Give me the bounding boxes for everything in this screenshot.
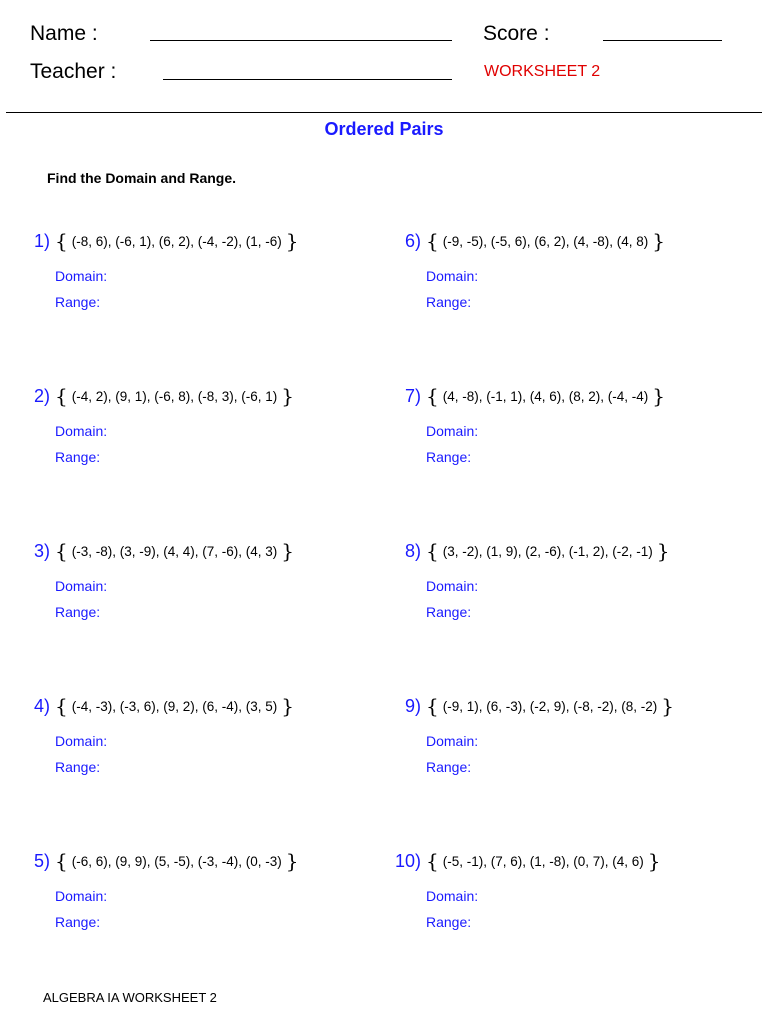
range-label: Range:	[426, 449, 472, 465]
close-brace: }	[281, 694, 295, 718]
problem-item	[381, 230, 721, 340]
problem-number: 3)	[33, 541, 50, 561]
pairs-text: (-5, -1), (7, 6), (1, -8), (0, 7), (4, 6)	[442, 854, 644, 869]
pairs-text: (3, -2), (1, 9), (2, -6), (-1, 2), (-2, -1)	[442, 544, 653, 559]
problem-number: 8)	[404, 541, 421, 561]
header-divider	[6, 112, 762, 113]
pairs-text: (-6, 6), (9, 9), (5, -5), (-3, -4), (0, -3)	[71, 854, 282, 869]
pairs-text: (-4, -3), (-3, 6), (9, 2), (6, -4), (3, 5)	[71, 699, 278, 714]
range-label: Range:	[426, 294, 472, 310]
domain-label: Domain:	[55, 268, 108, 284]
ordered-pair-set	[426, 540, 670, 563]
teacher-label: Teacher :	[30, 60, 117, 83]
problem-number: 5)	[33, 851, 50, 871]
open-brace: {	[55, 539, 68, 563]
teacher-blank-line[interactable]	[163, 79, 452, 80]
problem-item	[381, 540, 721, 650]
open-brace: {	[426, 849, 439, 873]
range-label: Range:	[426, 604, 472, 620]
open-brace: {	[426, 694, 439, 718]
pairs-text: (-9, 1), (6, -3), (-2, 9), (-8, -2), (8, -2)	[442, 699, 658, 714]
domain-label: Domain:	[426, 733, 479, 749]
domain-label: Domain:	[426, 578, 479, 594]
range-label: Range:	[55, 449, 101, 465]
problem-number: 4)	[33, 696, 50, 716]
name-blank-line[interactable]	[150, 40, 452, 41]
problem-item	[381, 385, 721, 495]
range-label: Range:	[426, 914, 472, 930]
close-brace: }	[656, 539, 670, 563]
open-brace: {	[55, 384, 68, 408]
score-label: Score :	[483, 22, 550, 45]
problem-number: 2)	[33, 386, 50, 406]
pairs-text: (-4, 2), (9, 1), (-6, 8), (-8, 3), (-6, 1)	[71, 389, 278, 404]
range-label: Range:	[55, 294, 101, 310]
open-brace: {	[426, 229, 439, 253]
range-label: Range:	[55, 914, 101, 930]
close-brace: }	[281, 539, 295, 563]
close-brace: }	[661, 694, 674, 718]
page-title: Ordered Pairs	[324, 119, 444, 139]
problem-number: 9)	[404, 696, 421, 716]
close-brace: }	[647, 849, 661, 873]
problem-number: 10)	[394, 851, 421, 871]
close-brace: }	[281, 384, 295, 408]
footer-text: ALGEBRA IA WORKSHEET 2	[43, 990, 217, 1005]
ordered-pair-set	[55, 850, 299, 873]
ordered-pair-set	[55, 695, 294, 718]
problem-item	[381, 695, 721, 805]
domain-label: Domain:	[426, 888, 479, 904]
close-brace: }	[285, 849, 299, 873]
problem-item	[381, 850, 721, 960]
problem-item	[10, 230, 350, 340]
ordered-pair-set	[426, 695, 674, 718]
domain-label: Domain:	[55, 578, 108, 594]
ordered-pair-set	[426, 230, 665, 253]
worksheet-tag: WORKSHEET 2	[484, 63, 601, 80]
problem-item	[10, 540, 350, 650]
range-label: Range:	[426, 759, 472, 775]
pairs-text: (4, -8), (-1, 1), (4, 6), (8, 2), (-4, -4)	[442, 389, 649, 404]
open-brace: {	[55, 849, 68, 873]
open-brace: {	[426, 539, 439, 563]
pairs-text: (-3, -8), (3, -9), (4, 4), (7, -6), (4, 3)	[71, 544, 278, 559]
domain-label: Domain:	[55, 423, 108, 439]
pairs-text: (-9, -5), (-5, 6), (6, 2), (4, -8), (4, 8)	[442, 234, 649, 249]
ordered-pair-set	[426, 850, 661, 873]
close-brace: }	[285, 229, 299, 253]
name-label: Name :	[30, 22, 98, 45]
ordered-pair-set	[55, 540, 294, 563]
problem-number: 6)	[404, 231, 421, 251]
problem-item	[10, 385, 350, 495]
range-label: Range:	[55, 604, 101, 620]
problem-number: 7)	[404, 386, 421, 406]
pairs-text: (-8, 6), (-6, 1), (6, 2), (-4, -2), (1, -6)	[71, 234, 282, 249]
open-brace: {	[55, 694, 68, 718]
range-label: Range:	[55, 759, 101, 775]
domain-label: Domain:	[426, 268, 479, 284]
ordered-pair-set	[55, 230, 299, 253]
domain-label: Domain:	[55, 888, 108, 904]
domain-label: Domain:	[426, 423, 479, 439]
problem-item	[10, 850, 350, 960]
open-brace: {	[426, 384, 439, 408]
problem-item	[10, 695, 350, 805]
ordered-pair-set	[55, 385, 294, 408]
instructions: Find the Domain and Range.	[47, 170, 237, 186]
domain-label: Domain:	[55, 733, 108, 749]
score-blank-line[interactable]	[603, 40, 722, 41]
close-brace: }	[652, 384, 666, 408]
problem-number: 1)	[33, 231, 50, 251]
close-brace: }	[652, 229, 666, 253]
open-brace: {	[55, 229, 68, 253]
ordered-pair-set	[426, 385, 665, 408]
